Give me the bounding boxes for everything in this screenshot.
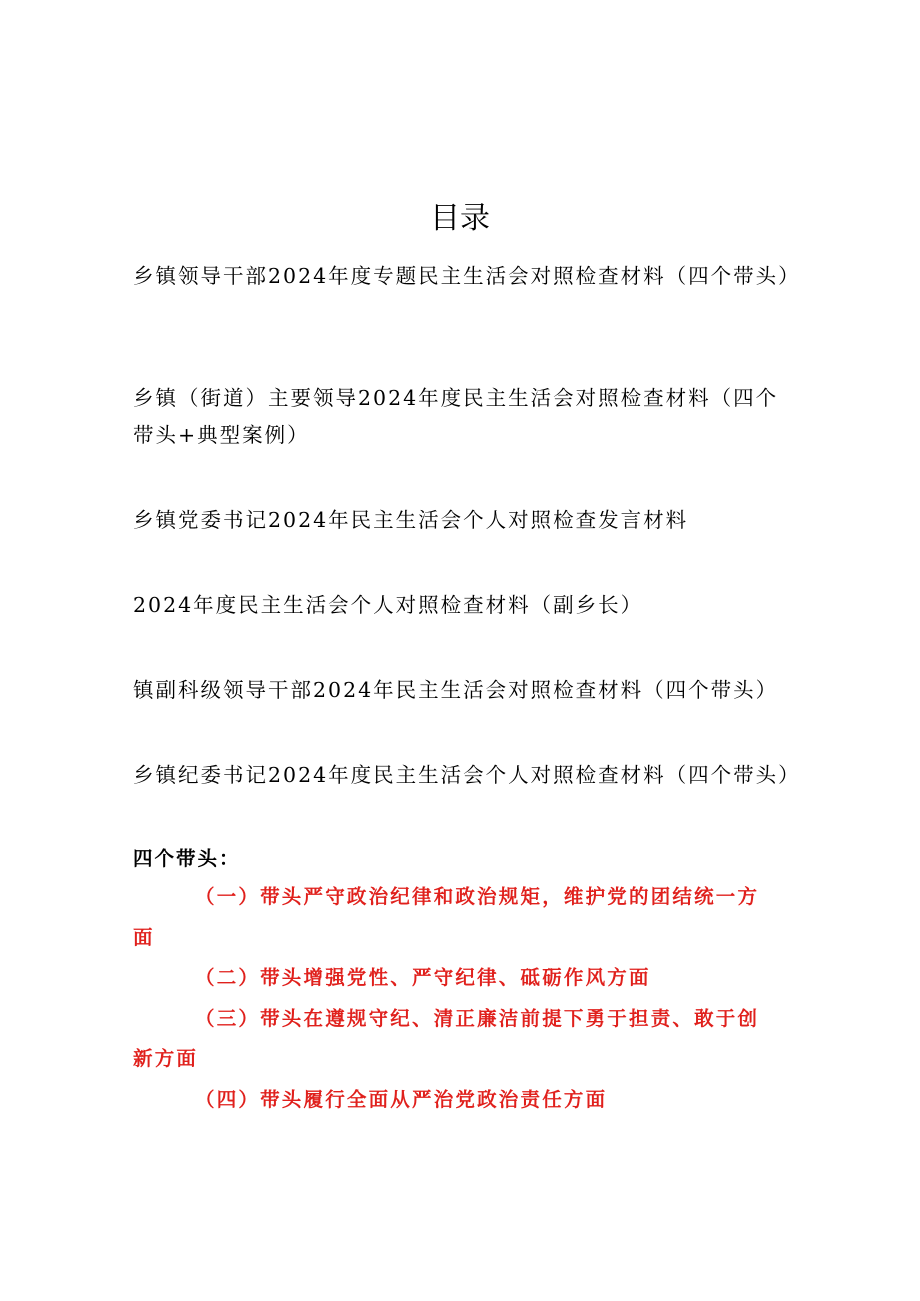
page-title: 目录 [430,201,490,236]
four-leads-item: （四）带头履行全面从严治党政治责任方面 [195,1087,608,1111]
four-leads-item: （三）带头在遵规守纪、清正廉洁前提下勇于担责、敢于创新方面 [133,1006,760,1070]
toc-item[interactable]: 镇副科级领导干部2024年民主生活会对照检查材料（四个带头） [133,678,779,702]
toc-item[interactable]: 乡镇纪委书记2024年度民主生活会个人对照检查材料（四个带头） [133,763,801,787]
four-leads-list [133,877,763,1120]
toc-item[interactable]: 2024年度民主生活会个人对照检查材料（副乡长） [133,593,644,617]
table-of-contents [133,258,801,879]
four-leads-item: （二）带头增强党性、严守纪律、砥砺作风方面 [195,966,651,989]
toc-item[interactable]: 乡镇领导干部2024年度专题民主生活会对照检查材料（四个带头） [133,264,801,288]
toc-item[interactable]: 乡镇党委书记2024年民主生活会个人对照检查发言材料 [133,508,689,532]
four-leads-item: （一）带头严守政治纪律和政治规矩，维护党的团结统一方面 [133,885,760,949]
section-heading: 四个带头： [133,847,241,870]
toc-item[interactable]: 乡镇（街道）主要领导2024年度民主生活会对照检查材料（四个带头+典型案例） [133,386,779,447]
